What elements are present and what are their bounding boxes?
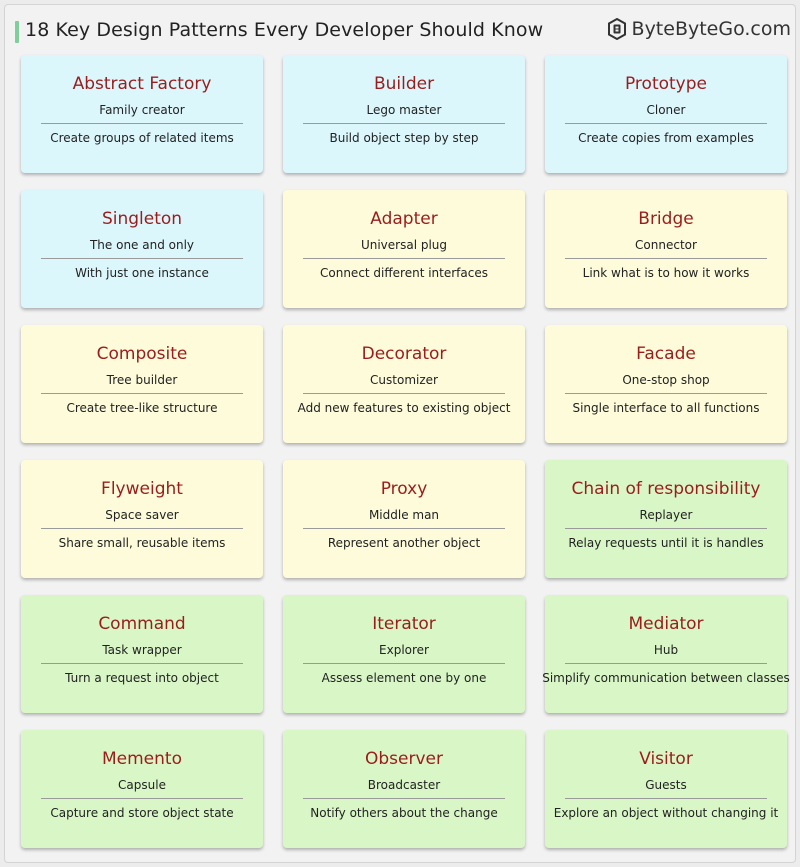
pattern-card (545, 325, 787, 443)
pattern-card (21, 55, 263, 173)
pattern-name: Prototype (624, 74, 707, 94)
pattern-description: Explore an object without changing it (553, 806, 779, 820)
bytebytego-logo-icon (607, 18, 627, 40)
header (15, 15, 795, 49)
card-divider (41, 528, 243, 529)
pattern-nickname: Middle man (368, 508, 440, 522)
pattern-nickname: Tree builder (106, 373, 178, 387)
card-divider (41, 798, 243, 799)
pattern-nickname: Lego master (366, 103, 442, 117)
pattern-nickname: Guests (645, 778, 687, 792)
pattern-name: Visitor (639, 749, 693, 769)
pattern-name: Mediator (628, 614, 704, 634)
pattern-card (283, 55, 525, 173)
card-divider (303, 123, 505, 124)
pattern-name: Decorator (361, 344, 447, 364)
pattern-card (21, 730, 263, 848)
pattern-name: Proxy (380, 479, 428, 499)
pattern-description: Add new features to existing object (297, 401, 511, 415)
pattern-description: Build object step by step (329, 131, 479, 145)
pattern-name: Iterator (372, 614, 436, 634)
pattern-name: Command (98, 614, 186, 634)
pattern-card (545, 190, 787, 308)
pattern-description: Assess element one by one (321, 671, 487, 685)
pattern-description: Simplify communication between classes (542, 671, 790, 685)
pattern-card (283, 190, 525, 308)
card-divider (565, 393, 767, 394)
pattern-card (21, 460, 263, 578)
pattern-name: Chain of responsibility (571, 479, 761, 499)
pattern-name: Abstract Factory (72, 74, 212, 94)
card-divider (41, 663, 243, 664)
card-divider (303, 258, 505, 259)
pattern-nickname: Replayer (639, 508, 693, 522)
pattern-card (283, 595, 525, 713)
card-divider (303, 528, 505, 529)
card-divider (565, 123, 767, 124)
pattern-name: Facade (636, 344, 696, 364)
pattern-description: Share small, reusable items (58, 536, 226, 550)
pattern-nickname: Broadcaster (367, 778, 441, 792)
title-accent-bar (15, 21, 19, 43)
pattern-description: Single interface to all functions (572, 401, 760, 415)
card-divider (41, 123, 243, 124)
card-divider (565, 663, 767, 664)
pattern-card (21, 595, 263, 713)
pattern-description: With just one instance (75, 266, 209, 280)
pattern-description: Create copies from examples (578, 131, 754, 145)
pattern-description: Create groups of related items (50, 131, 234, 145)
brand (607, 18, 791, 40)
pattern-name: Flyweight (101, 479, 183, 499)
pattern-nickname: Cloner (646, 103, 686, 117)
card-divider (41, 258, 243, 259)
pattern-nickname: Hub (653, 643, 679, 657)
card-divider (565, 258, 767, 259)
pattern-description: Notify others about the change (310, 806, 498, 820)
pattern-card (545, 55, 787, 173)
pattern-name: Memento (102, 749, 182, 769)
pattern-nickname: Space saver (105, 508, 179, 522)
pattern-nickname: Customizer (370, 373, 438, 387)
pattern-card (283, 730, 525, 848)
pattern-name: Singleton (101, 209, 183, 229)
pattern-card (283, 325, 525, 443)
pattern-nickname: Task wrapper (102, 643, 182, 657)
card-divider (565, 528, 767, 529)
pattern-card (542, 595, 790, 713)
pattern-description: Create tree-like structure (66, 401, 218, 415)
infographic-frame (4, 4, 796, 863)
pattern-nickname: The one and only (89, 238, 195, 252)
pattern-description: Represent another object (327, 536, 481, 550)
card-divider (41, 393, 243, 394)
card-divider (565, 798, 767, 799)
pattern-grid (21, 55, 790, 848)
brand-name: ByteByteGo.com (631, 18, 791, 40)
pattern-name: Adapter (370, 209, 438, 229)
card-divider (303, 798, 505, 799)
pattern-card (283, 460, 525, 578)
pattern-description: Link what is to how it works (582, 266, 750, 280)
pattern-nickname: Capsule (118, 778, 166, 792)
pattern-nickname: Universal plug (360, 238, 448, 252)
pattern-nickname: One-stop shop (622, 373, 710, 387)
pattern-name: Composite (96, 344, 188, 364)
pattern-description: Connect different interfaces (320, 266, 488, 280)
pattern-description: Relay requests until it is handles (568, 536, 764, 550)
pattern-card (21, 325, 263, 443)
pattern-name: Observer (365, 749, 443, 769)
pattern-card (545, 730, 787, 848)
pattern-card (21, 190, 263, 308)
pattern-nickname: Connector (635, 238, 697, 252)
page-title: 18 Key Design Patterns Every Developer Should Know (25, 19, 544, 41)
pattern-name: Builder (373, 74, 435, 94)
card-divider (303, 663, 505, 664)
pattern-description: Capture and store object state (50, 806, 234, 820)
pattern-name: Bridge (638, 209, 694, 229)
pattern-nickname: Family creator (99, 103, 185, 117)
card-divider (303, 393, 505, 394)
pattern-description: Turn a request into object (65, 671, 219, 685)
pattern-card (545, 460, 787, 578)
pattern-nickname: Explorer (379, 643, 429, 657)
